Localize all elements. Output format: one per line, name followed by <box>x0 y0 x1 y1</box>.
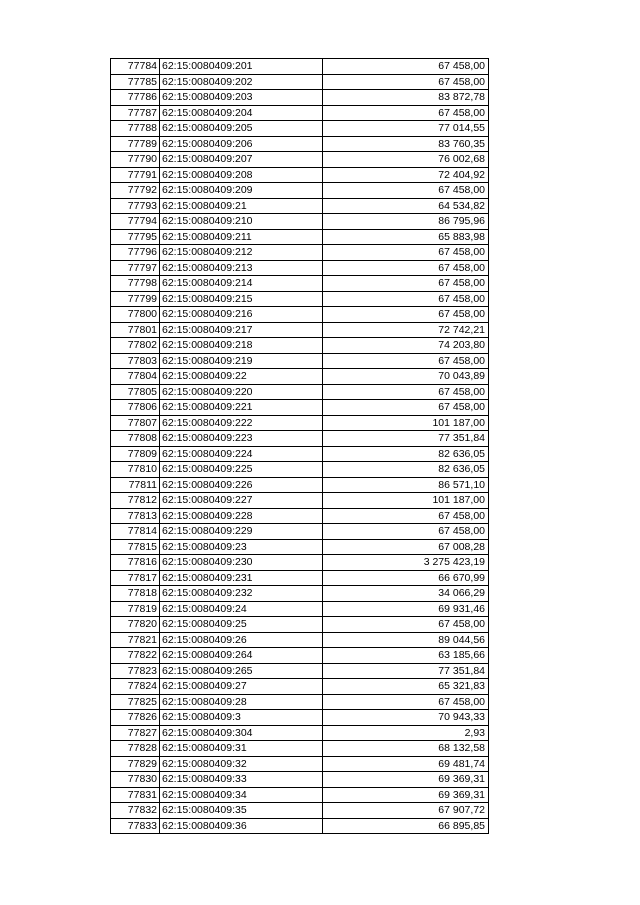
table-row <box>111 322 489 338</box>
row-id-cell: 77821 <box>111 632 160 648</box>
table-row <box>111 462 489 478</box>
cadastral-number-cell: 62:15:0080409:264 <box>160 648 323 664</box>
table-row <box>111 648 489 664</box>
row-id-cell: 77827 <box>111 725 160 741</box>
cadastral-number-cell: 62:15:0080409:221 <box>160 400 323 416</box>
cadastral-number-cell: 62:15:0080409:231 <box>160 570 323 586</box>
value-cell: 66 895,85 <box>323 818 489 834</box>
row-id-cell: 77806 <box>111 400 160 416</box>
table-row <box>111 338 489 354</box>
table-row <box>111 260 489 276</box>
value-cell: 83 760,35 <box>323 136 489 152</box>
row-id-cell: 77788 <box>111 121 160 137</box>
table-row <box>111 756 489 772</box>
row-id-cell: 77808 <box>111 431 160 447</box>
table-body <box>111 59 489 834</box>
row-id-cell: 77802 <box>111 338 160 354</box>
cadastral-number-cell: 62:15:0080409:27 <box>160 679 323 695</box>
cadastral-number-cell: 62:15:0080409:229 <box>160 524 323 540</box>
table-row <box>111 415 489 431</box>
cadastral-number-cell: 62:15:0080409:35 <box>160 803 323 819</box>
row-id-cell: 77793 <box>111 198 160 214</box>
table-row <box>111 245 489 261</box>
table-row <box>111 400 489 416</box>
row-id-cell: 77828 <box>111 741 160 757</box>
row-id-cell: 77787 <box>111 105 160 121</box>
table-row <box>111 90 489 106</box>
value-cell: 67 458,00 <box>323 617 489 633</box>
row-id-cell: 77798 <box>111 276 160 292</box>
value-cell: 70 943,33 <box>323 710 489 726</box>
value-cell: 67 008,28 <box>323 539 489 555</box>
table-row <box>111 477 489 493</box>
row-id-cell: 77811 <box>111 477 160 493</box>
value-cell: 74 203,80 <box>323 338 489 354</box>
cadastral-number-cell: 62:15:0080409:211 <box>160 229 323 245</box>
row-id-cell: 77826 <box>111 710 160 726</box>
cadastral-number-cell: 62:15:0080409:24 <box>160 601 323 617</box>
cadastral-number-cell: 62:15:0080409:201 <box>160 59 323 75</box>
row-id-cell: 77791 <box>111 167 160 183</box>
table-row <box>111 136 489 152</box>
cadastral-number-cell: 62:15:0080409:219 <box>160 353 323 369</box>
value-cell: 68 132,58 <box>323 741 489 757</box>
value-cell: 66 670,99 <box>323 570 489 586</box>
cadastral-number-cell: 62:15:0080409:304 <box>160 725 323 741</box>
value-cell: 69 369,31 <box>323 772 489 788</box>
cadastral-number-cell: 62:15:0080409:224 <box>160 446 323 462</box>
value-cell: 67 458,00 <box>323 694 489 710</box>
value-cell: 67 458,00 <box>323 508 489 524</box>
value-cell: 67 458,00 <box>323 524 489 540</box>
table-row <box>111 539 489 555</box>
table-row <box>111 679 489 695</box>
row-id-cell: 77818 <box>111 586 160 602</box>
cadastral-number-cell: 62:15:0080409:214 <box>160 276 323 292</box>
table-row <box>111 59 489 75</box>
cadastral-number-cell: 62:15:0080409:23 <box>160 539 323 555</box>
value-cell: 83 872,78 <box>323 90 489 106</box>
table-row <box>111 229 489 245</box>
row-id-cell: 77809 <box>111 446 160 462</box>
value-cell: 67 458,00 <box>323 307 489 323</box>
cadastral-number-cell: 62:15:0080409:227 <box>160 493 323 509</box>
table-row <box>111 694 489 710</box>
cadastral-number-cell: 62:15:0080409:213 <box>160 260 323 276</box>
cadastral-number-cell: 62:15:0080409:25 <box>160 617 323 633</box>
value-cell: 82 636,05 <box>323 446 489 462</box>
cadastral-number-cell: 62:15:0080409:218 <box>160 338 323 354</box>
value-cell: 67 458,00 <box>323 400 489 416</box>
table-row <box>111 307 489 323</box>
value-cell: 67 458,00 <box>323 245 489 261</box>
value-cell: 82 636,05 <box>323 462 489 478</box>
row-id-cell: 77833 <box>111 818 160 834</box>
row-id-cell: 77817 <box>111 570 160 586</box>
table-row <box>111 105 489 121</box>
cadastral-number-cell: 62:15:0080409:216 <box>160 307 323 323</box>
value-cell: 67 458,00 <box>323 291 489 307</box>
row-id-cell: 77825 <box>111 694 160 710</box>
table-row <box>111 710 489 726</box>
cadastral-number-cell: 62:15:0080409:3 <box>160 710 323 726</box>
cadastral-number-cell: 62:15:0080409:22 <box>160 369 323 385</box>
cadastral-number-cell: 62:15:0080409:36 <box>160 818 323 834</box>
value-cell: 101 187,00 <box>323 415 489 431</box>
value-cell: 67 458,00 <box>323 260 489 276</box>
row-id-cell: 77814 <box>111 524 160 540</box>
row-id-cell: 77801 <box>111 322 160 338</box>
value-cell: 64 534,82 <box>323 198 489 214</box>
table-row <box>111 369 489 385</box>
table-row <box>111 121 489 137</box>
value-cell: 77 351,84 <box>323 431 489 447</box>
row-id-cell: 77796 <box>111 245 160 261</box>
table-row <box>111 586 489 602</box>
row-id-cell: 77785 <box>111 74 160 90</box>
value-cell: 77 351,84 <box>323 663 489 679</box>
value-cell: 65 883,98 <box>323 229 489 245</box>
cadastral-number-cell: 62:15:0080409:26 <box>160 632 323 648</box>
table-row <box>111 632 489 648</box>
row-id-cell: 77819 <box>111 601 160 617</box>
value-cell: 67 458,00 <box>323 105 489 121</box>
value-cell: 63 185,66 <box>323 648 489 664</box>
cadastral-number-cell: 62:15:0080409:21 <box>160 198 323 214</box>
table-row <box>111 198 489 214</box>
table-row <box>111 818 489 834</box>
row-id-cell: 77804 <box>111 369 160 385</box>
row-id-cell: 77807 <box>111 415 160 431</box>
value-cell: 3 275 423,19 <box>323 555 489 571</box>
cadastral-number-cell: 62:15:0080409:222 <box>160 415 323 431</box>
table-row <box>111 741 489 757</box>
row-id-cell: 77824 <box>111 679 160 695</box>
value-cell: 77 014,55 <box>323 121 489 137</box>
value-cell: 67 907,72 <box>323 803 489 819</box>
cadastral-number-cell: 62:15:0080409:202 <box>160 74 323 90</box>
cadastral-number-cell: 62:15:0080409:230 <box>160 555 323 571</box>
value-cell: 72 404,92 <box>323 167 489 183</box>
value-cell: 65 321,83 <box>323 679 489 695</box>
value-cell: 76 002,68 <box>323 152 489 168</box>
cadastral-number-cell: 62:15:0080409:33 <box>160 772 323 788</box>
value-cell: 70 043,89 <box>323 369 489 385</box>
table-row <box>111 353 489 369</box>
row-id-cell: 77800 <box>111 307 160 323</box>
cadastral-number-cell: 62:15:0080409:28 <box>160 694 323 710</box>
row-id-cell: 77797 <box>111 260 160 276</box>
cadastral-number-cell: 62:15:0080409:217 <box>160 322 323 338</box>
table-row <box>111 524 489 540</box>
value-cell: 34 066,29 <box>323 586 489 602</box>
table-row <box>111 570 489 586</box>
value-cell: 67 458,00 <box>323 183 489 199</box>
row-id-cell: 77815 <box>111 539 160 555</box>
cadastral-number-cell: 62:15:0080409:203 <box>160 90 323 106</box>
row-id-cell: 77784 <box>111 59 160 75</box>
cadastral-number-cell: 62:15:0080409:215 <box>160 291 323 307</box>
cadastral-number-cell: 62:15:0080409:220 <box>160 384 323 400</box>
table-row <box>111 431 489 447</box>
table-row <box>111 214 489 230</box>
row-id-cell: 77813 <box>111 508 160 524</box>
cadastral-number-cell: 62:15:0080409:223 <box>160 431 323 447</box>
table-row <box>111 384 489 400</box>
table-row <box>111 725 489 741</box>
row-id-cell: 77810 <box>111 462 160 478</box>
cadastral-number-cell: 62:15:0080409:209 <box>160 183 323 199</box>
cadastral-number-cell: 62:15:0080409:212 <box>160 245 323 261</box>
cadastral-number-cell: 62:15:0080409:228 <box>160 508 323 524</box>
row-id-cell: 77832 <box>111 803 160 819</box>
table-row <box>111 446 489 462</box>
cadastral-number-cell: 62:15:0080409:232 <box>160 586 323 602</box>
table-row <box>111 617 489 633</box>
value-cell: 72 742,21 <box>323 322 489 338</box>
row-id-cell: 77831 <box>111 787 160 803</box>
row-id-cell: 77786 <box>111 90 160 106</box>
row-id-cell: 77829 <box>111 756 160 772</box>
table-row <box>111 276 489 292</box>
row-id-cell: 77812 <box>111 493 160 509</box>
value-cell: 86 571,10 <box>323 477 489 493</box>
value-cell: 69 931,46 <box>323 601 489 617</box>
row-id-cell: 77799 <box>111 291 160 307</box>
row-id-cell: 77795 <box>111 229 160 245</box>
cadastral-number-cell: 62:15:0080409:208 <box>160 167 323 183</box>
cadastral-number-cell: 62:15:0080409:265 <box>160 663 323 679</box>
table-row <box>111 772 489 788</box>
value-cell: 67 458,00 <box>323 59 489 75</box>
value-cell: 67 458,00 <box>323 353 489 369</box>
table-row <box>111 152 489 168</box>
table-row <box>111 663 489 679</box>
row-id-cell: 77822 <box>111 648 160 664</box>
table-row <box>111 493 489 509</box>
row-id-cell: 77816 <box>111 555 160 571</box>
table-row <box>111 601 489 617</box>
value-cell: 67 458,00 <box>323 276 489 292</box>
cadastral-number-cell: 62:15:0080409:210 <box>160 214 323 230</box>
row-id-cell: 77830 <box>111 772 160 788</box>
value-cell: 89 044,56 <box>323 632 489 648</box>
cadastral-number-cell: 62:15:0080409:32 <box>160 756 323 772</box>
value-cell: 101 187,00 <box>323 493 489 509</box>
value-cell: 2,93 <box>323 725 489 741</box>
value-cell: 86 795,96 <box>323 214 489 230</box>
cadastral-number-cell: 62:15:0080409:204 <box>160 105 323 121</box>
cadastral-number-cell: 62:15:0080409:34 <box>160 787 323 803</box>
cadastral-number-cell: 62:15:0080409:31 <box>160 741 323 757</box>
cadastral-number-cell: 62:15:0080409:226 <box>160 477 323 493</box>
row-id-cell: 77823 <box>111 663 160 679</box>
row-id-cell: 77820 <box>111 617 160 633</box>
value-cell: 69 481,74 <box>323 756 489 772</box>
table-row <box>111 508 489 524</box>
value-cell: 69 369,31 <box>323 787 489 803</box>
row-id-cell: 77794 <box>111 214 160 230</box>
table-row <box>111 555 489 571</box>
cadastral-number-cell: 62:15:0080409:225 <box>160 462 323 478</box>
cadastral-number-cell: 62:15:0080409:207 <box>160 152 323 168</box>
table-row <box>111 803 489 819</box>
row-id-cell: 77790 <box>111 152 160 168</box>
row-id-cell: 77803 <box>111 353 160 369</box>
table-row <box>111 167 489 183</box>
cadastral-number-cell: 62:15:0080409:205 <box>160 121 323 137</box>
cadastral-number-cell: 62:15:0080409:206 <box>160 136 323 152</box>
table-row <box>111 183 489 199</box>
row-id-cell: 77792 <box>111 183 160 199</box>
data-table <box>110 58 489 834</box>
table-row <box>111 74 489 90</box>
table-row <box>111 291 489 307</box>
row-id-cell: 77789 <box>111 136 160 152</box>
value-cell: 67 458,00 <box>323 74 489 90</box>
value-cell: 67 458,00 <box>323 384 489 400</box>
row-id-cell: 77805 <box>111 384 160 400</box>
table-row <box>111 787 489 803</box>
